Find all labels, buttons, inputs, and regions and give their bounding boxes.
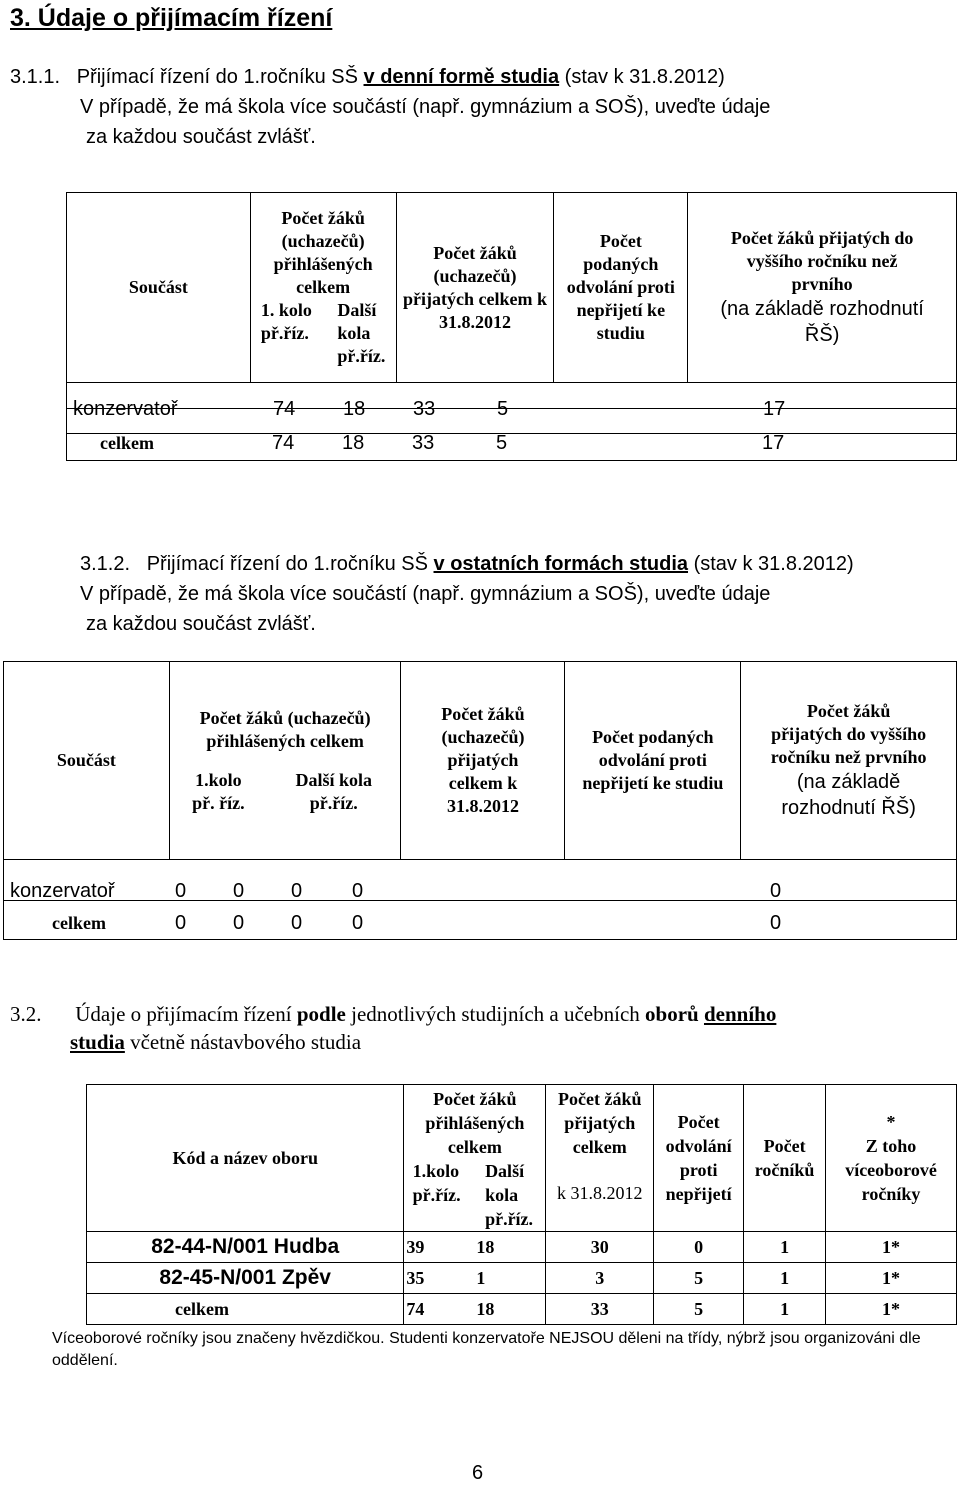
table3 (86, 1084, 957, 1325)
s311-line3: za každou součást zvlášť. (86, 126, 316, 148)
t3-row2-v1: 35 (406, 1267, 425, 1288)
t1-row1-v2: 18 (343, 398, 366, 420)
table1-header-row (67, 193, 957, 383)
t1-row2-v4: 5 (496, 432, 508, 454)
t1-row1-v3: 33 (413, 398, 436, 420)
t1-row1-v1: 74 (273, 398, 296, 420)
t3-row1-v1: 39 (406, 1236, 425, 1257)
t3-row2-v2: 1 (476, 1267, 486, 1288)
t3-h-rocniku: Počet ročníků (744, 1085, 826, 1232)
t3-row1-v3: 30 (546, 1232, 654, 1263)
t3-row1-v2: 18 (476, 1236, 495, 1257)
t1-row2-label: celkem (100, 433, 154, 453)
t2-h-sub (170, 769, 401, 815)
t2-h-vyssi-note: (na základě rozhodnutí ŘŠ) (781, 771, 916, 819)
t2-h-prihl: Počet žáků (uchazečů) přihlášených celkem (199, 707, 371, 751)
t1-h-vyssi-note: (na základě rozhodnutí ŘŠ) (720, 298, 924, 346)
table2-header-row (4, 662, 957, 860)
t3-h-prijatych: Počet žáků přijatých celkem (558, 1089, 642, 1157)
t3-h-odvolani: Počet odvolání proti nepřijetí (654, 1085, 744, 1232)
t2-h-odvolani: Počet podaných odvolání proti nepřijetí ke studiu (565, 662, 741, 860)
t3-row3-v6: 1* (826, 1294, 957, 1325)
s312-text-pre: Přijímací řízení do 1.ročníku SŠ (146, 553, 428, 575)
t3-row3-v1: 74 (406, 1298, 425, 1319)
t3-row2-v6: 1* (826, 1263, 957, 1294)
t3-row2-v12 (404, 1263, 546, 1294)
t3-row2-v4: 5 (654, 1263, 744, 1294)
t3-h-kolo1: 1.kolo př.říz. (412, 1161, 461, 1205)
t1-row1-label: konzervatoř (73, 398, 178, 420)
t1-h-prihl: Počet žáků (uchazečů) přihlášených celkem (273, 208, 373, 297)
t2-row2-v4: 0 (352, 912, 364, 934)
t2-row1-v3: 0 (291, 880, 303, 902)
t3-row1-v6: 1* (826, 1232, 957, 1263)
t3-h-ztoho: Z toho víceoborové ročníky (845, 1136, 937, 1204)
t2-row1-v5: 0 (770, 880, 782, 902)
t3-row1-v5: 1 (744, 1232, 826, 1263)
t2-h-kolo1: 1.kolo př. říz. (192, 769, 245, 813)
t3-h-dalsi: Další kola př.říz. (485, 1161, 534, 1229)
t1-left-rule (66, 382, 67, 460)
s311-line2: V případě, že má škola více součástí (např. gymnázium a SOŠ), uveďte údaje (80, 96, 771, 118)
s32-t3: včetně nástavbového studia (130, 1030, 362, 1054)
t1-h-sub (251, 299, 396, 368)
s311-text-bold: v denní formě studia (363, 66, 560, 88)
t1-right-rule (956, 382, 957, 460)
t1-row2-v5: 17 (762, 432, 785, 454)
s32-b4: studia (70, 1030, 125, 1054)
t3-row1-label: 82-44-N/001 Hudba (87, 1232, 404, 1263)
table1 (66, 192, 957, 383)
s32-t1: Údaje o přijímacím řízení (75, 1002, 292, 1026)
t3-h-prihl-cell (404, 1085, 546, 1232)
t3-h-prihl: Počet žáků přihlášených celkem (425, 1089, 525, 1157)
t2-row2-v1: 0 (175, 912, 187, 934)
t2-row1-v4: 0 (352, 880, 364, 902)
s311-text-post: (stav k 31.8.2012) (564, 66, 725, 88)
s312-line2: V případě, že má škola více součástí (např. gymnázium a SOŠ), uveďte údaje (80, 583, 771, 605)
t3-h-sub (404, 1159, 545, 1231)
t2-h-prijatych: Počet žáků (uchazečů) přijatých celkem k 31.8.2012 (401, 662, 565, 860)
t2-row2-v2: 0 (233, 912, 245, 934)
s312-text-post: (stav k 31.8.2012) (693, 553, 854, 575)
s32-t2: jednotlivých studijních a učebních (351, 1002, 640, 1026)
s32-heading (10, 1000, 910, 1056)
t2-row2-label: celkem (52, 913, 106, 933)
t1-h-dalsi: Další kola př.říz. (337, 300, 386, 366)
s312-line3: za každou součást zvlášť. (86, 613, 316, 635)
t2-row2-v3: 0 (291, 912, 303, 934)
t2-h-vyssi-cell (741, 662, 957, 860)
t3-h-star: * (886, 1112, 896, 1132)
s312-num: 3.1.2. (80, 553, 131, 575)
section-title: 3. Údaje o přijímacím řízení (10, 4, 333, 32)
t1-h-vyssi-cell (688, 193, 957, 383)
s311-num: 3.1.1. (10, 66, 61, 88)
t3-h-kod: Kód a název oboru (87, 1085, 404, 1232)
t1-row2-v1: 74 (272, 432, 295, 454)
table2 (3, 661, 957, 860)
t2-h-dalsi: Další kola př.říz. (295, 769, 373, 813)
s32-b1: podle (296, 1002, 346, 1026)
s32-num: 3.2. (10, 1002, 42, 1026)
page-number: 6 (472, 1462, 484, 1484)
t2-h-soucast: Součást (4, 662, 170, 860)
t3-row2 (87, 1263, 957, 1294)
s311-line1 (10, 64, 725, 90)
t3-row1-v12 (404, 1232, 546, 1263)
footnote: Víceoborové ročníky jsou značeny hvězdičkou. Studenti konzervatoře NEJSOU děleni na třídy, nýbrž jsou organizováni dle oddělení. (52, 1330, 921, 1369)
t2-row1-v2: 0 (233, 880, 245, 902)
t3-row2-v3: 3 (546, 1263, 654, 1294)
s32-b3: denního (703, 1002, 777, 1026)
t3-h-ztoho-cell (826, 1085, 957, 1232)
t3-row3-v5: 1 (744, 1294, 826, 1325)
t2-row2-v5: 0 (770, 912, 782, 934)
s311-text-pre: Přijímací řízení do 1.ročníku SŠ (76, 66, 358, 88)
t3-row3-v2: 18 (476, 1298, 495, 1319)
t1-h-prijatych: Počet žáků (uchazečů) přijatých celkem k 31.8.2012 (396, 193, 554, 383)
t3-h-datum: k 31.8.2012 (556, 1183, 643, 1203)
t1-row2-v2: 18 (342, 432, 365, 454)
t3-row3-v12 (404, 1294, 546, 1325)
t3-row1 (87, 1232, 957, 1263)
t3-row1-v4: 0 (654, 1232, 744, 1263)
t3-row2-v5: 1 (744, 1263, 826, 1294)
t3-row3-v4: 5 (654, 1294, 744, 1325)
t3-row3-v3: 33 (546, 1294, 654, 1325)
t1-bottom-rule (66, 460, 957, 461)
t1-h-odvolani: Počet podaných odvolání proti nepřijetí ke studiu (554, 193, 688, 383)
table2-body (3, 860, 957, 940)
s32-b2: oborů (645, 1002, 699, 1026)
t2-row1-label: konzervatoř (10, 880, 115, 902)
t3-h-prijatych-cell (546, 1085, 654, 1232)
t1-h-soucast: Součást (67, 193, 251, 383)
t1-h-kolo1: 1. kolo př.říz. (260, 300, 312, 343)
t2-h-vyssi: Počet žáků přijatých do vyššího ročníku než prvního (770, 701, 927, 767)
t3-row3-label: celkem (87, 1294, 404, 1325)
t2-h-prihl-cell (169, 662, 401, 860)
t1-h-prihl-cell (250, 193, 396, 383)
t1-h-vyssi: Počet žáků přijatých do vyššího ročníku než prvního (730, 228, 914, 294)
t1-row1-v5: 17 (763, 398, 786, 420)
t1-row2-v3: 33 (412, 432, 435, 454)
t3-row3 (87, 1294, 957, 1325)
s312-line1 (80, 551, 854, 577)
t3-row2-label: 82-45-N/001 Zpěv (87, 1263, 404, 1294)
table3-header-row (87, 1085, 957, 1232)
t2-row1-v1: 0 (175, 880, 187, 902)
s312-text-bold: v ostatních formách studia (433, 553, 689, 575)
table1-body (66, 382, 957, 434)
t1-row1-v4: 5 (497, 398, 509, 420)
